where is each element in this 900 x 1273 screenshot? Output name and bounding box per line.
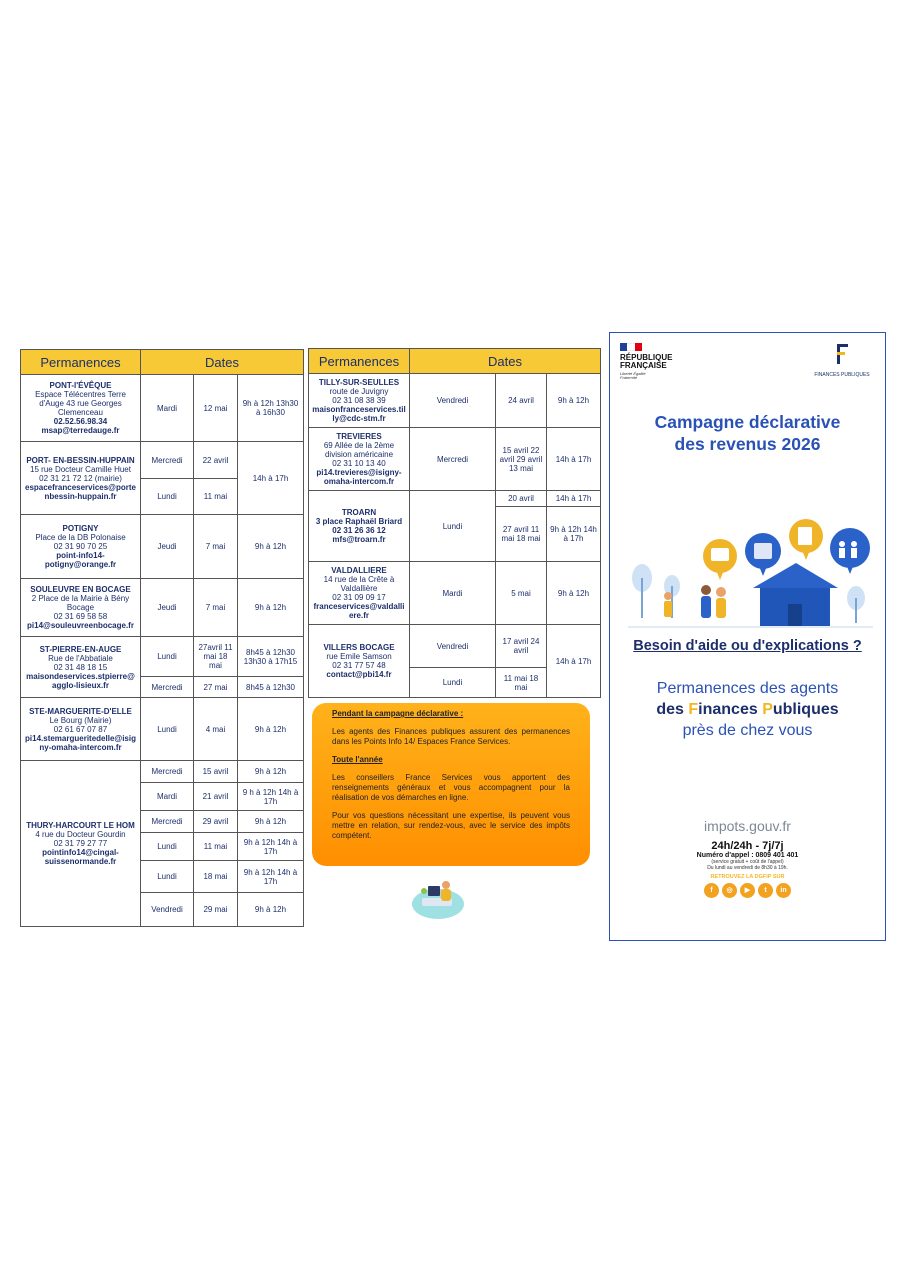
impots-site-link[interactable]: impots.gouv.fr [704,818,791,834]
place-email[interactable]: contact@pbi14.fr [326,670,392,679]
table-row [21,698,304,761]
hours-cell: 9h à 12h [238,811,304,833]
day-cell: Jeudi [141,579,194,637]
place-email[interactable]: pointinfo14@cingal-suissenormande.fr [42,848,119,866]
day-cell: Lundi [141,833,194,861]
dates-cell: 27 avril 11 mai 18 mai [496,507,547,562]
dates-cell: 27avril 11 mai 18 mai [194,637,238,677]
place-email[interactable]: espacefranceservices@portenbessin-huppain.fr [25,482,136,501]
help-illustration [628,518,873,633]
hours-cell: 9 h à 12h 14h à 17h [238,783,304,811]
dates-cell: 27 mai [194,677,238,698]
day-cell: Mercredi [141,761,194,783]
dates-cell: 4 mai [194,698,238,761]
day-cell: Mercredi [141,811,194,833]
day-cell: Vendredi [410,625,496,668]
finances-publiques-label: FINANCES PUBLIQUES [814,372,870,378]
info-title-campaign: Pendant la campagne déclarative : [332,709,464,718]
dates-cell: 11 mai [194,479,238,515]
hours-cell: 9h à 12h 14h à 17h [547,507,601,562]
place-cell [21,579,141,637]
place-cell [21,637,141,698]
middle-schedule [308,348,600,698]
place-phone: 02 31 21 72 12 (mairie) [39,473,122,483]
place-cell [21,515,141,579]
place-cell [21,698,141,761]
day-cell: Lundi [410,491,496,562]
dates-cell: 5 mai [496,562,547,625]
place-cell [21,375,141,442]
place-address: Espace Télécentres Terre d'Auge 43 rue Georges Clemenceau [35,390,126,417]
finances-publiques-icon [834,343,850,365]
hours-cell: 8h45 à 12h30 [238,677,304,698]
place-name: PORT- EN-BESSIN-HUPPAIN [26,455,135,465]
place-address: 14 rue de la Crête à Valdallière [323,575,395,593]
place-cell [309,374,410,428]
place-name: VALDALLIERE [331,566,387,575]
dates-cell: 18 mai [194,861,238,893]
rf-title: RÉPUBLIQUE FRANÇAISE [620,353,673,370]
hours-cell: 9h à 12h [547,562,601,625]
place-phone: 02 31 26 36 12 [332,526,386,535]
place-address: Place de la DB Polonaise [35,533,126,542]
place-cell [309,491,410,562]
day-cell: Lundi [141,479,194,515]
hours-cell: 9h à 12h 14h à 17h [238,833,304,861]
permanences-header: Permanences [21,350,141,375]
place-email[interactable]: pi14.stemargueritedelle@isigny-omaha-intercom.fr [25,733,136,752]
hours-cell: 9h à 12h [238,698,304,761]
place-address: Le Bourg (Mairie) [49,715,112,725]
table-row [309,625,601,668]
flyer-panel [609,332,886,941]
perm-line-1: Permanences des agents [656,680,839,697]
dates-cell: 24 avril [496,374,547,428]
dates-cell: 22 avril [194,442,238,479]
dates-cell: 29 mai [194,893,238,927]
perm-line-3: près de chez vous [682,722,813,739]
day-cell: Lundi [141,698,194,761]
permanences-header: Permanences [309,349,410,374]
place-address: 2 Place de la Mairie à Bény Bocage [31,594,130,612]
place-cell [309,562,410,625]
hours-cell: 9h à 12h 13h30 à 16h30 [238,375,304,442]
dates-cell: 7 mai [194,579,238,637]
youtube-icon[interactable]: ▶ [740,883,755,898]
dates-cell: 15 avril [194,761,238,783]
hours-cell: 9h à 12h [547,374,601,428]
info-title-year: Toute l'année [332,755,383,764]
phone-number: Numéro d'appel : 0809 401 401 [696,852,799,859]
finances-publiques-logo [807,343,877,378]
day-cell: Vendredi [410,374,496,428]
dates-header: Dates [141,350,304,375]
dates-cell: 11 mai [194,833,238,861]
place-cell [21,442,141,515]
twitter-icon[interactable]: t [758,883,773,898]
place-name: ST-PIERRE-EN-AUGE [39,644,122,654]
table-row [21,442,304,479]
dgfip-follow-label: RETROUVEZ LA DGFIP SUR [710,874,785,880]
table-row [21,375,304,442]
hours-cell: 9h à 12h [238,579,304,637]
campaign-title [610,411,885,455]
place-email[interactable]: maisondeservices.stpierre@agglo-lisieux.fr [26,671,135,690]
campaign-title-text: Campagne déclarative des revenus 2026 [654,412,841,454]
place-name: STE-MARGUERITE-D'ELLE [29,706,132,716]
dates-cell: 17 avril 24 avril [496,625,547,668]
table-row [21,761,304,783]
day-cell: Lundi [141,861,194,893]
place-address: 15 rue Docteur Camille Huet [30,464,131,474]
phone-note-cost: (service gratuit + coût de l'appel) [711,859,784,865]
info-text-france-services: Les conseillers France Services vous apportent des renseignements généraux et vous accompagnent pour la réalisation de vos démarches en ligne. [332,773,570,802]
dates-cell: 21 avril [194,783,238,811]
hours-cell: 14h à 17h [238,442,304,515]
place-address: route de Juvigny [329,387,389,396]
info-box [312,703,590,866]
middle-schedule-table [308,348,601,698]
place-address: 4 rue du Docteur Gourdin [35,830,126,839]
place-name: THURY-HARCOURT LE HOM [26,821,135,830]
help-question: Besoin d'aide ou d'explications ? [633,638,862,654]
place-email[interactable]: pi14.trevieres@isigny-omaha-intercom.fr [316,468,402,486]
phone-note-hours: Du lundi au vendredi de 8h30 à 19h. [707,865,788,871]
day-cell: Mardi [410,562,496,625]
place-address: Rue de l'Abbatiale [48,653,113,663]
hours-cell: 9h à 12h [238,515,304,579]
place-name: POTIGNY [62,524,99,533]
place-email[interactable]: point-info14-potigny@orange.fr [44,551,117,569]
day-cell: Mercredi [141,442,194,479]
place-address: 3 place Raphaël Briard [315,517,403,526]
day-cell: Lundi [410,668,496,698]
linkedin-icon[interactable]: in [776,883,791,898]
place-phone: 02 31 08 38 39 [332,396,386,405]
place-cell [309,625,410,698]
place-phone: 02.52.56.98.34 [53,417,108,426]
table-row [21,637,304,677]
table-row [309,374,601,428]
left-schedule [20,349,303,927]
place-email[interactable]: mfs@troarn.fr [332,535,386,544]
place-phone: 02 61 67 07 87 [53,724,108,734]
instagram-icon[interactable]: ◎ [722,883,737,898]
perm-line-2: des Finances Publiques [656,701,839,718]
dates-cell: 20 avril [496,491,547,507]
place-name: TILLY-SUR-SEULLES [318,378,400,387]
place-phone: 02 31 48 18 15 [53,662,108,672]
place-name: SOULEUVRE EN BOCAGE [30,585,131,594]
service-hours: 24h/24h - 7j/7j [711,840,784,852]
dates-cell: 11 mai 18 mai [496,668,547,698]
dates-cell: 15 avril 22 avril 29 avril 13 mai [496,428,547,491]
place-name: TREVIERES [336,432,382,441]
dates-cell: 12 mai [194,375,238,442]
rf-motto: Liberté Égalité Fraternité [620,371,646,380]
place-phone: 02 31 09 09 17 [332,593,386,602]
day-cell: Mardi [141,375,194,442]
place-email[interactable]: pi14@souleuvreenbocage.fr [27,621,134,630]
place-email[interactable]: maisonfranceservices.tilly@cdc-stm.fr [312,405,406,423]
place-cell [309,428,410,491]
day-cell: Jeudi [141,515,194,579]
french-flag-icon [620,343,642,351]
info-text-expertise: Pour vos questions nécessitant une expertise, ils peuvent vous mettre en relation, sur rendez-vous, avec le service des impôts compétent. [332,811,570,840]
hours-cell: 9h à 12h [238,761,304,783]
place-email[interactable]: msap@terredauge.fr [41,426,120,435]
place-name: VILLERS BOCAGE [323,643,395,652]
facebook-icon[interactable]: f [704,883,719,898]
place-phone: 02 31 69 58 58 [53,612,108,621]
place-address: 69 Allée de la 2ème division américaine [323,441,395,459]
day-cell: Mardi [141,783,194,811]
social-links [610,883,885,898]
place-email[interactable]: franceservices@valdalliere.fr [313,602,405,620]
dates-cell: 29 avril [194,811,238,833]
day-cell: Lundi [141,637,194,677]
hours-cell: 14h à 17h [547,625,601,698]
place-phone: 02 31 10 13 40 [332,459,386,468]
dates-cell: 7 mai [194,515,238,579]
place-name: PONT-l'ÉVÊQUE [49,381,112,390]
place-phone: 02 31 79 27 77 [53,839,108,848]
day-cell: Vendredi [141,893,194,927]
hours-cell: 14h à 17h [547,428,601,491]
hours-cell: 8h45 à 12h30 13h30 à 17h15 [238,637,304,677]
office-illustration [410,872,466,920]
table-row [309,491,601,507]
place-cell [21,761,141,927]
left-schedule-table [20,349,304,927]
table-row [21,515,304,579]
hours-cell: 9h à 12h [238,893,304,927]
place-phone: 02 31 77 57 48 [332,661,386,670]
place-phone: 02 31 90 70 25 [53,542,108,551]
day-cell: Mercredi [141,677,194,698]
info-text-campaign: Les agents des Finances publiques assurent des permanences dans les Points Info 14/ Espaces France Services. [332,727,570,746]
place-address: rue Emile Samson [326,652,392,661]
republique-francaise-logo [620,343,680,380]
permanences-text [610,678,885,741]
table-row [309,428,601,491]
table-row [309,562,601,625]
hours-cell: 9h à 12h 14h à 17h [238,861,304,893]
dates-header: Dates [410,349,601,374]
table-row [21,579,304,637]
place-name: TROARN [341,508,377,517]
day-cell: Mercredi [410,428,496,491]
hours-cell: 14h à 17h [547,491,601,507]
contact-block [610,818,885,898]
